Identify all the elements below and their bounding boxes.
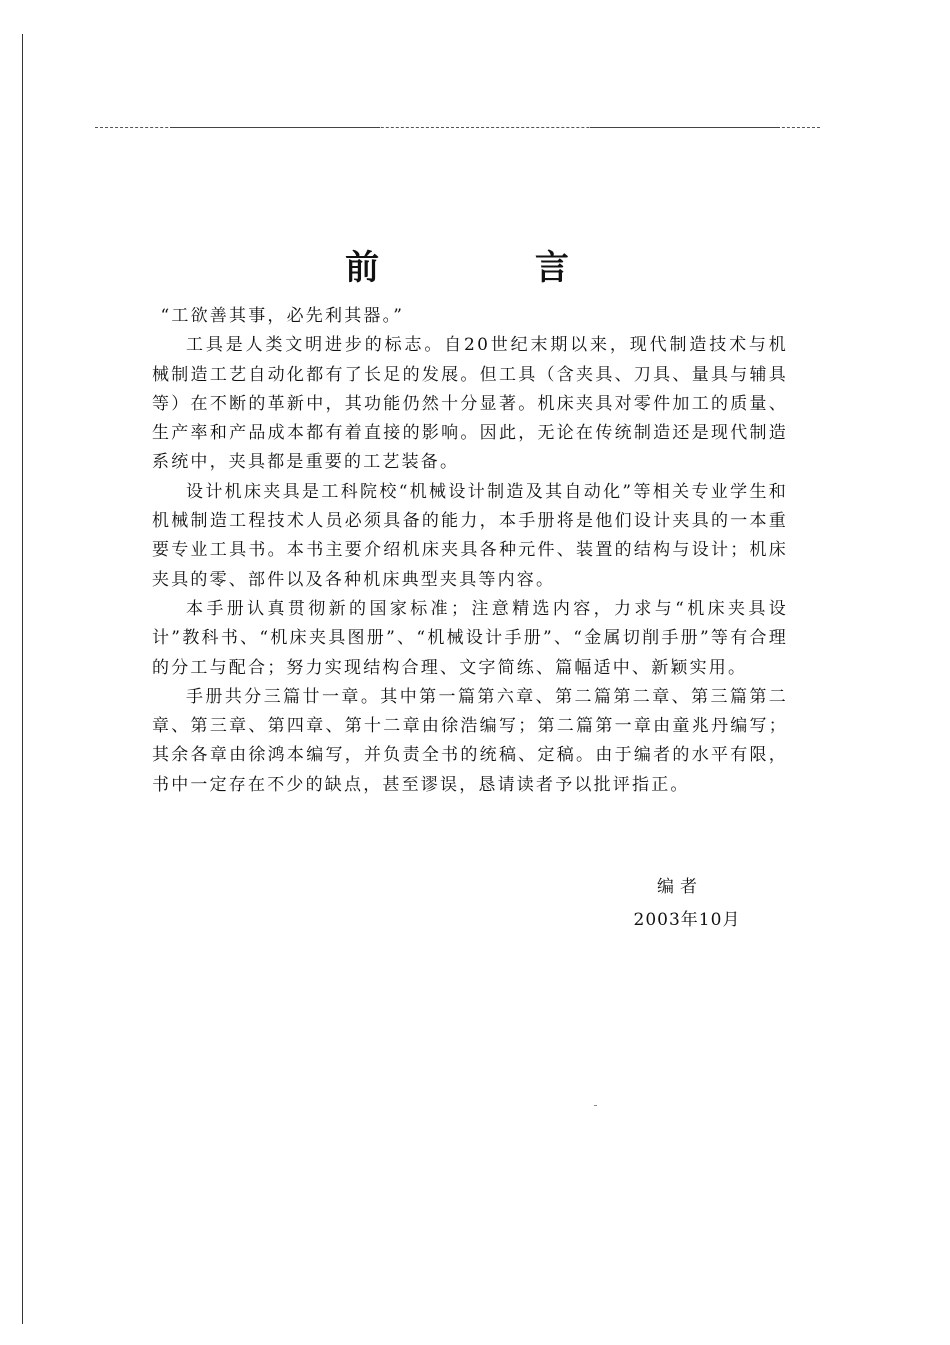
header-rule-segment (590, 127, 780, 128)
preface-paragraph: 本手册认真贯彻新的国家标准；注意精选内容，力求与“机床夹具设计”教科书、“机床夹具图册”、“机械设计手册”、“金属切削手册”等有合理的分工与配合；努力实现结构合理、文字简练、篇幅适中、新颖实用。 (152, 598, 788, 678)
page-edge-rule (22, 34, 23, 1324)
preface-paragraph: 手册共分三篇廿一章。其中第一篇第六章、第二篇第二章、第三篇第二章、第三章、第四章、第十二章由徐浩编写；第二篇第一章由童兆丹编写；其余各章由徐鸿本编写，并负责全书的统稿、定稿。由于编者的水平有限，书中一定存在不少的缺点，甚至谬误，恳请读者予以批评指正。 (152, 686, 788, 795)
preface-quote: “工欲善其事，必先利其器。” (160, 306, 405, 326)
preface-paragraph: 设计机床夹具是工科院校“机械设计制造及其自动化”等相关专业学生和机械制造工程技术人员必须具备的能力，本手册将是他们设计夹具的一本重要专业工具书。本书主要介绍机床夹具各种元件、装置的结构与设计；机床夹具的零、部件以及各种机床典型夹具等内容。 (152, 481, 788, 590)
header-rule-segment (170, 127, 380, 128)
preface-body (152, 302, 788, 800)
preface-paragraph: 工具是人类文明进步的标志。自20世纪末期以来，现代制造技术与机械制造工艺自动化都有了长足的发展。但工具（含夹具、刀具、量具与辅具等）在不断的革新中，其功能仍然十分显著。机床夹具对零件加工的质量、生产率和产品成本都有着直接的影响。因此，无论在传统制造还是现代制造系统中，夹具都是重要的工艺装备。 (152, 335, 788, 473)
scan-speck (594, 1105, 597, 1106)
signature-date: 2003年10月 (633, 910, 741, 930)
signature-author: 编者 (657, 877, 703, 897)
page-title: 前 言 (345, 248, 641, 288)
